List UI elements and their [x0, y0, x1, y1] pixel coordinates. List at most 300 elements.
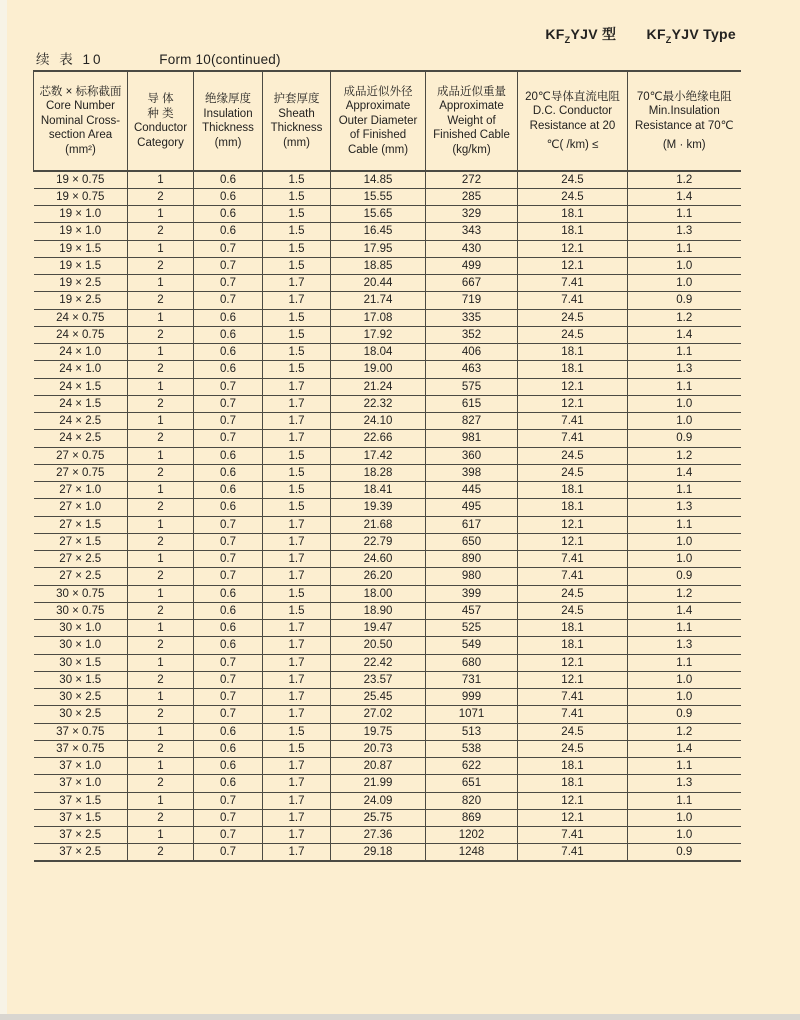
- cell-core-area: 27 × 1.0: [34, 482, 128, 499]
- table-row: [34, 361, 741, 378]
- cell-insulation-thickness: 0.6: [194, 740, 263, 757]
- continued-label-cn: 续 表 10: [36, 52, 104, 67]
- cell-insulation-thickness: 0.6: [194, 775, 263, 792]
- table-row: [34, 533, 741, 550]
- cell-conductor-category: 2: [128, 706, 194, 723]
- cell-sheath-thickness: 1.7: [263, 689, 331, 706]
- cell-core-area: 37 × 1.5: [34, 792, 128, 809]
- cell-conductor-category: 1: [128, 482, 194, 499]
- cell-sheath-thickness: 1.5: [263, 206, 331, 223]
- cell-insulation-thickness: 0.7: [194, 792, 263, 809]
- header-cell-min-insulation-resistance: 70℃最小绝缘电阻 Min.Insulation Resistance at 70℃ (M · km): [628, 71, 741, 171]
- cell-insulation-thickness: 0.7: [194, 516, 263, 533]
- cell-conductor-category: 1: [128, 447, 194, 464]
- model-name-en: $KF_ZYJV$ Type: [646, 26, 736, 45]
- cell-min-insulation-resistance: 1.2: [628, 171, 741, 188]
- cell-dc-resistance: 18.1: [518, 499, 628, 516]
- cell-conductor-category: 2: [128, 499, 194, 516]
- cell-weight: 499: [426, 257, 518, 274]
- cell-dc-resistance: 12.1: [518, 516, 628, 533]
- cell-sheath-thickness: 1.7: [263, 551, 331, 568]
- cell-core-area: 37 × 1.0: [34, 775, 128, 792]
- cell-min-insulation-resistance: 1.0: [628, 533, 741, 550]
- cell-min-insulation-resistance: 0.9: [628, 706, 741, 723]
- cell-weight: 731: [426, 671, 518, 688]
- cell-core-area: 24 × 1.0: [34, 344, 128, 361]
- cell-conductor-category: 1: [128, 344, 194, 361]
- cell-sheath-thickness: 1.7: [263, 654, 331, 671]
- cell-weight: 622: [426, 758, 518, 775]
- table-row: [34, 809, 741, 826]
- cell-min-insulation-resistance: 1.4: [628, 326, 741, 343]
- cell-dc-resistance: 24.5: [518, 723, 628, 740]
- table-row: [34, 758, 741, 775]
- cell-conductor-category: 1: [128, 620, 194, 637]
- cell-conductor-category: 2: [128, 430, 194, 447]
- cell-sheath-thickness: 1.7: [263, 792, 331, 809]
- cell-conductor-category: 2: [128, 464, 194, 481]
- cell-core-area: 37 × 2.5: [34, 827, 128, 844]
- table-row: [34, 602, 741, 619]
- cell-dc-resistance: 7.41: [518, 275, 628, 292]
- cell-weight: 820: [426, 792, 518, 809]
- cell-core-area: 30 × 0.75: [34, 602, 128, 619]
- cell-weight: 513: [426, 723, 518, 740]
- cell-insulation-thickness: 0.7: [194, 809, 263, 826]
- cell-min-insulation-resistance: 1.3: [628, 637, 741, 654]
- cell-conductor-category: 2: [128, 775, 194, 792]
- cell-min-insulation-resistance: 1.0: [628, 257, 741, 274]
- cell-core-area: 27 × 0.75: [34, 447, 128, 464]
- cell-conductor-category: 1: [128, 413, 194, 430]
- cell-outer-diameter: 22.32: [331, 395, 426, 412]
- cell-weight: 335: [426, 309, 518, 326]
- cell-dc-resistance: 24.5: [518, 740, 628, 757]
- table-row: [34, 723, 741, 740]
- cell-weight: 980: [426, 568, 518, 585]
- cell-insulation-thickness: 0.6: [194, 206, 263, 223]
- cell-sheath-thickness: 1.7: [263, 516, 331, 533]
- cell-insulation-thickness: 0.6: [194, 171, 263, 188]
- cell-conductor-category: 2: [128, 533, 194, 550]
- cell-conductor-category: 2: [128, 568, 194, 585]
- cell-conductor-category: 2: [128, 292, 194, 309]
- cell-sheath-thickness: 1.7: [263, 568, 331, 585]
- table-row: [34, 326, 741, 343]
- cell-dc-resistance: 18.1: [518, 758, 628, 775]
- cell-min-insulation-resistance: 1.1: [628, 620, 741, 637]
- cell-insulation-thickness: 0.6: [194, 482, 263, 499]
- cell-sheath-thickness: 1.5: [263, 723, 331, 740]
- cell-sheath-thickness: 1.5: [263, 188, 331, 205]
- cell-outer-diameter: 25.75: [331, 809, 426, 826]
- table-row: [34, 188, 741, 205]
- table-row: [34, 292, 741, 309]
- cell-min-insulation-resistance: 1.1: [628, 206, 741, 223]
- cell-dc-resistance: 18.1: [518, 206, 628, 223]
- table-row: [34, 671, 741, 688]
- cell-conductor-category: 2: [128, 257, 194, 274]
- cell-insulation-thickness: 0.7: [194, 551, 263, 568]
- header-cell-core-area: 芯数 × 标称截面 Core Number Nominal Cross- section Area (mm²): [34, 71, 128, 171]
- cell-weight: 463: [426, 361, 518, 378]
- table-row: [34, 275, 741, 292]
- cell-weight: 650: [426, 533, 518, 550]
- cell-conductor-category: 1: [128, 827, 194, 844]
- cell-conductor-category: 2: [128, 326, 194, 343]
- cell-weight: 495: [426, 499, 518, 516]
- cell-weight: 651: [426, 775, 518, 792]
- header-cell-outer-diameter: 成品近似外径 Approximate Outer Diameter of Finished Cable (mm): [331, 71, 426, 171]
- cell-core-area: 19 × 1.5: [34, 257, 128, 274]
- cell-conductor-category: 1: [128, 551, 194, 568]
- table-row: [34, 240, 741, 257]
- cell-insulation-thickness: 0.7: [194, 378, 263, 395]
- cell-sheath-thickness: 1.5: [263, 585, 331, 602]
- cell-conductor-category: 1: [128, 792, 194, 809]
- header-cell-insulation-thickness: 绝缘厚度 Insulation Thickness (mm): [194, 71, 263, 171]
- cell-min-insulation-resistance: 1.1: [628, 482, 741, 499]
- cell-outer-diameter: 18.28: [331, 464, 426, 481]
- cell-dc-resistance: 24.5: [518, 309, 628, 326]
- cell-conductor-category: 1: [128, 758, 194, 775]
- cell-outer-diameter: 14.85: [331, 171, 426, 188]
- cell-dc-resistance: 18.1: [518, 344, 628, 361]
- cell-core-area: 27 × 2.5: [34, 551, 128, 568]
- cell-dc-resistance: 12.1: [518, 395, 628, 412]
- cell-weight: 575: [426, 378, 518, 395]
- cell-outer-diameter: 18.00: [331, 585, 426, 602]
- cell-sheath-thickness: 1.5: [263, 602, 331, 619]
- cell-conductor-category: 2: [128, 361, 194, 378]
- cell-dc-resistance: 7.41: [518, 568, 628, 585]
- cell-insulation-thickness: 0.7: [194, 240, 263, 257]
- cell-core-area: 24 × 1.5: [34, 395, 128, 412]
- cell-conductor-category: 1: [128, 206, 194, 223]
- cell-weight: 1071: [426, 706, 518, 723]
- cell-outer-diameter: 18.90: [331, 602, 426, 619]
- cell-min-insulation-resistance: 1.4: [628, 188, 741, 205]
- table-row: [34, 378, 741, 395]
- cell-outer-diameter: 18.41: [331, 482, 426, 499]
- cell-weight: 667: [426, 275, 518, 292]
- cell-weight: 680: [426, 654, 518, 671]
- cell-sheath-thickness: 1.7: [263, 758, 331, 775]
- cell-core-area: 30 × 1.5: [34, 671, 128, 688]
- cell-dc-resistance: 24.5: [518, 464, 628, 481]
- cell-insulation-thickness: 0.6: [194, 620, 263, 637]
- cell-dc-resistance: 7.41: [518, 430, 628, 447]
- cell-outer-diameter: 18.04: [331, 344, 426, 361]
- header-cell-dc-resistance: 20℃导体直流电阻 D.C. Conductor Resistance at 20 ℃( /km) ≤: [518, 71, 628, 171]
- cable-spec-table: [33, 70, 741, 862]
- header-cell-sheath-thickness: 护套厚度 Sheath Thickness (mm): [263, 71, 331, 171]
- cell-core-area: 30 × 1.0: [34, 620, 128, 637]
- cell-min-insulation-resistance: 1.2: [628, 447, 741, 464]
- cell-outer-diameter: 27.36: [331, 827, 426, 844]
- cell-sheath-thickness: 1.7: [263, 637, 331, 654]
- table-row: [34, 309, 741, 326]
- cell-conductor-category: 2: [128, 602, 194, 619]
- cell-dc-resistance: 7.41: [518, 844, 628, 861]
- cell-core-area: 27 × 1.0: [34, 499, 128, 516]
- table-row: [34, 516, 741, 533]
- cell-min-insulation-resistance: 1.0: [628, 827, 741, 844]
- cell-sheath-thickness: 1.7: [263, 671, 331, 688]
- cell-core-area: 19 × 2.5: [34, 292, 128, 309]
- cell-outer-diameter: 19.39: [331, 499, 426, 516]
- cell-sheath-thickness: 1.5: [263, 499, 331, 516]
- cell-weight: 1248: [426, 844, 518, 861]
- cell-outer-diameter: 17.42: [331, 447, 426, 464]
- cell-min-insulation-resistance: 0.9: [628, 430, 741, 447]
- table-row: [34, 568, 741, 585]
- cell-weight: 890: [426, 551, 518, 568]
- cell-core-area: 19 × 1.5: [34, 240, 128, 257]
- cell-dc-resistance: 12.1: [518, 671, 628, 688]
- cell-weight: 869: [426, 809, 518, 826]
- cell-min-insulation-resistance: 1.1: [628, 792, 741, 809]
- cell-outer-diameter: 15.55: [331, 188, 426, 205]
- cell-insulation-thickness: 0.6: [194, 585, 263, 602]
- cell-dc-resistance: 7.41: [518, 551, 628, 568]
- cell-min-insulation-resistance: 1.3: [628, 223, 741, 240]
- cell-outer-diameter: 21.74: [331, 292, 426, 309]
- table-row: [34, 482, 741, 499]
- cell-outer-diameter: 16.45: [331, 223, 426, 240]
- header-row: [34, 71, 741, 171]
- table-row: [34, 447, 741, 464]
- table-row: [34, 827, 741, 844]
- table-row: [34, 206, 741, 223]
- cell-sheath-thickness: 1.5: [263, 257, 331, 274]
- cell-dc-resistance: 24.5: [518, 447, 628, 464]
- cell-weight: 617: [426, 516, 518, 533]
- cell-min-insulation-resistance: 1.2: [628, 585, 741, 602]
- table-row: [34, 171, 741, 188]
- cell-weight: 360: [426, 447, 518, 464]
- cell-core-area: 37 × 2.5: [34, 844, 128, 861]
- cell-insulation-thickness: 0.6: [194, 309, 263, 326]
- cell-core-area: 24 × 2.5: [34, 430, 128, 447]
- table-row: [34, 223, 741, 240]
- cell-weight: 285: [426, 188, 518, 205]
- cell-conductor-category: 1: [128, 689, 194, 706]
- cell-weight: 615: [426, 395, 518, 412]
- cell-insulation-thickness: 0.7: [194, 275, 263, 292]
- cell-sheath-thickness: 1.5: [263, 326, 331, 343]
- continued-label-en: Form 10(continued): [159, 52, 281, 67]
- cell-min-insulation-resistance: 1.0: [628, 275, 741, 292]
- cell-outer-diameter: 23.57: [331, 671, 426, 688]
- cell-weight: 719: [426, 292, 518, 309]
- cell-weight: 329: [426, 206, 518, 223]
- cell-weight: 1202: [426, 827, 518, 844]
- cell-weight: 538: [426, 740, 518, 757]
- cell-dc-resistance: 12.1: [518, 240, 628, 257]
- cell-conductor-category: 1: [128, 585, 194, 602]
- cell-insulation-thickness: 0.6: [194, 223, 263, 240]
- table-row: [34, 689, 741, 706]
- cell-sheath-thickness: 1.7: [263, 775, 331, 792]
- header-cell-weight: 成品近似重量 Approximate Weight of Finished Cable (kg/km): [426, 71, 518, 171]
- cell-sheath-thickness: 1.5: [263, 464, 331, 481]
- cell-dc-resistance: 24.5: [518, 188, 628, 205]
- table-row: [34, 775, 741, 792]
- cell-min-insulation-resistance: 1.0: [628, 395, 741, 412]
- cell-weight: 827: [426, 413, 518, 430]
- page-title: [519, 24, 736, 45]
- cell-conductor-category: 2: [128, 844, 194, 861]
- cell-outer-diameter: 18.85: [331, 257, 426, 274]
- table-row: [34, 257, 741, 274]
- cell-sheath-thickness: 1.7: [263, 430, 331, 447]
- cell-outer-diameter: 20.50: [331, 637, 426, 654]
- cell-core-area: 24 × 2.5: [34, 413, 128, 430]
- cell-sheath-thickness: 1.7: [263, 827, 331, 844]
- cell-min-insulation-resistance: 1.0: [628, 809, 741, 826]
- cell-conductor-category: 2: [128, 740, 194, 757]
- cell-sheath-thickness: 1.5: [263, 447, 331, 464]
- cell-insulation-thickness: 0.6: [194, 326, 263, 343]
- cell-dc-resistance: 18.1: [518, 361, 628, 378]
- cell-dc-resistance: 18.1: [518, 775, 628, 792]
- cell-core-area: 24 × 0.75: [34, 309, 128, 326]
- cell-sheath-thickness: 1.7: [263, 378, 331, 395]
- table-row: [34, 430, 741, 447]
- cell-outer-diameter: 21.99: [331, 775, 426, 792]
- cell-core-area: 27 × 2.5: [34, 568, 128, 585]
- cell-conductor-category: 1: [128, 309, 194, 326]
- cell-insulation-thickness: 0.6: [194, 637, 263, 654]
- cell-outer-diameter: 24.10: [331, 413, 426, 430]
- cell-core-area: 19 × 1.0: [34, 206, 128, 223]
- cell-core-area: 30 × 1.0: [34, 637, 128, 654]
- cell-outer-diameter: 17.08: [331, 309, 426, 326]
- cell-dc-resistance: 24.5: [518, 171, 628, 188]
- table-row: [34, 585, 741, 602]
- cell-conductor-category: 1: [128, 723, 194, 740]
- cell-outer-diameter: 22.42: [331, 654, 426, 671]
- cell-sheath-thickness: 1.7: [263, 706, 331, 723]
- cell-insulation-thickness: 0.6: [194, 464, 263, 481]
- cell-outer-diameter: 27.02: [331, 706, 426, 723]
- cell-outer-diameter: 24.09: [331, 792, 426, 809]
- cell-weight: 445: [426, 482, 518, 499]
- cell-weight: 398: [426, 464, 518, 481]
- page-edge-bottom: [0, 1014, 800, 1020]
- table-row: [34, 706, 741, 723]
- cell-core-area: 30 × 2.5: [34, 706, 128, 723]
- table-row: [34, 464, 741, 481]
- cell-insulation-thickness: 0.7: [194, 533, 263, 550]
- cell-min-insulation-resistance: 1.0: [628, 413, 741, 430]
- cell-outer-diameter: 22.66: [331, 430, 426, 447]
- cell-conductor-category: 1: [128, 516, 194, 533]
- cell-insulation-thickness: 0.6: [194, 602, 263, 619]
- header-cell-conductor-category: 导 体 种 类 Conductor Category: [128, 71, 194, 171]
- model-name-cn: $KF_ZYJV$ 型: [545, 26, 617, 45]
- cell-insulation-thickness: 0.7: [194, 654, 263, 671]
- cell-core-area: 19 × 0.75: [56, 173, 105, 186]
- cell-insulation-thickness: 0.7: [194, 257, 263, 274]
- cell-dc-resistance: 12.1: [518, 378, 628, 395]
- table-row: [34, 792, 741, 809]
- cell-conductor-category: 2: [128, 395, 194, 412]
- cell-weight: 457: [426, 602, 518, 619]
- cell-min-insulation-resistance: 1.3: [628, 775, 741, 792]
- cell-dc-resistance: 7.41: [518, 706, 628, 723]
- cell-conductor-category: 2: [128, 188, 194, 205]
- cell-weight: 999: [426, 689, 518, 706]
- cell-min-insulation-resistance: 1.1: [628, 516, 741, 533]
- cell-core-area: 37 × 1.0: [34, 758, 128, 775]
- table-row: [34, 844, 741, 861]
- cell-outer-diameter: 22.79: [331, 533, 426, 550]
- cell-sheath-thickness: 1.5: [263, 740, 331, 757]
- cell-min-insulation-resistance: 0.9: [628, 292, 741, 309]
- cell-sheath-thickness: 1.7: [263, 395, 331, 412]
- cell-sheath-thickness: 1.7: [263, 533, 331, 550]
- cell-outer-diameter: 20.73: [331, 740, 426, 757]
- page-edge-left: [0, 0, 7, 1020]
- cell-insulation-thickness: 0.7: [194, 706, 263, 723]
- cell-dc-resistance: 7.41: [518, 827, 628, 844]
- cell-conductor-category: 1: [128, 171, 194, 188]
- cell-insulation-thickness: 0.7: [194, 844, 263, 861]
- cell-weight: 430: [426, 240, 518, 257]
- cell-min-insulation-resistance: 1.1: [628, 758, 741, 775]
- cell-dc-resistance: 12.1: [518, 533, 628, 550]
- cell-sheath-thickness: 1.5: [263, 361, 331, 378]
- cell-outer-diameter: 24.60: [331, 551, 426, 568]
- cell-min-insulation-resistance: 1.2: [628, 723, 741, 740]
- cell-weight: 406: [426, 344, 518, 361]
- cell-dc-resistance: 18.1: [518, 637, 628, 654]
- cell-sheath-thickness: 1.7: [263, 292, 331, 309]
- table-row: [34, 620, 741, 637]
- cell-outer-diameter: 21.24: [331, 378, 426, 395]
- cell-insulation-thickness: 0.6: [194, 758, 263, 775]
- cell-min-insulation-resistance: 1.4: [628, 602, 741, 619]
- cell-min-insulation-resistance: 1.1: [628, 344, 741, 361]
- cell-conductor-category: 2: [128, 637, 194, 654]
- cell-core-area: 24 × 1.5: [34, 378, 128, 395]
- cell-outer-diameter: 25.45: [331, 689, 426, 706]
- cell-outer-diameter: 20.87: [331, 758, 426, 775]
- cell-dc-resistance: 7.41: [518, 689, 628, 706]
- cell-sheath-thickness: 1.7: [263, 620, 331, 637]
- cell-dc-resistance: 7.41: [518, 292, 628, 309]
- cell-min-insulation-resistance: 1.0: [628, 551, 741, 568]
- cell-dc-resistance: 12.1: [518, 809, 628, 826]
- cell-sheath-thickness: 1.5: [263, 309, 331, 326]
- cell-dc-resistance: 18.1: [518, 620, 628, 637]
- cell-outer-diameter: 21.68: [331, 516, 426, 533]
- cell-insulation-thickness: 0.6: [194, 361, 263, 378]
- table-row: [34, 551, 741, 568]
- cell-sheath-thickness: 1.7: [263, 844, 331, 861]
- cell-sheath-thickness: 1.7: [263, 275, 331, 292]
- cell-weight: 272: [426, 171, 518, 188]
- cell-min-insulation-resistance: 1.2: [628, 309, 741, 326]
- cell-min-insulation-resistance: 1.3: [628, 499, 741, 516]
- cell-sheath-thickness: 1.5: [263, 223, 331, 240]
- cell-conductor-category: 2: [128, 809, 194, 826]
- cell-weight: 399: [426, 585, 518, 602]
- cell-min-insulation-resistance: 1.4: [628, 464, 741, 481]
- cell-min-insulation-resistance: 1.1: [628, 654, 741, 671]
